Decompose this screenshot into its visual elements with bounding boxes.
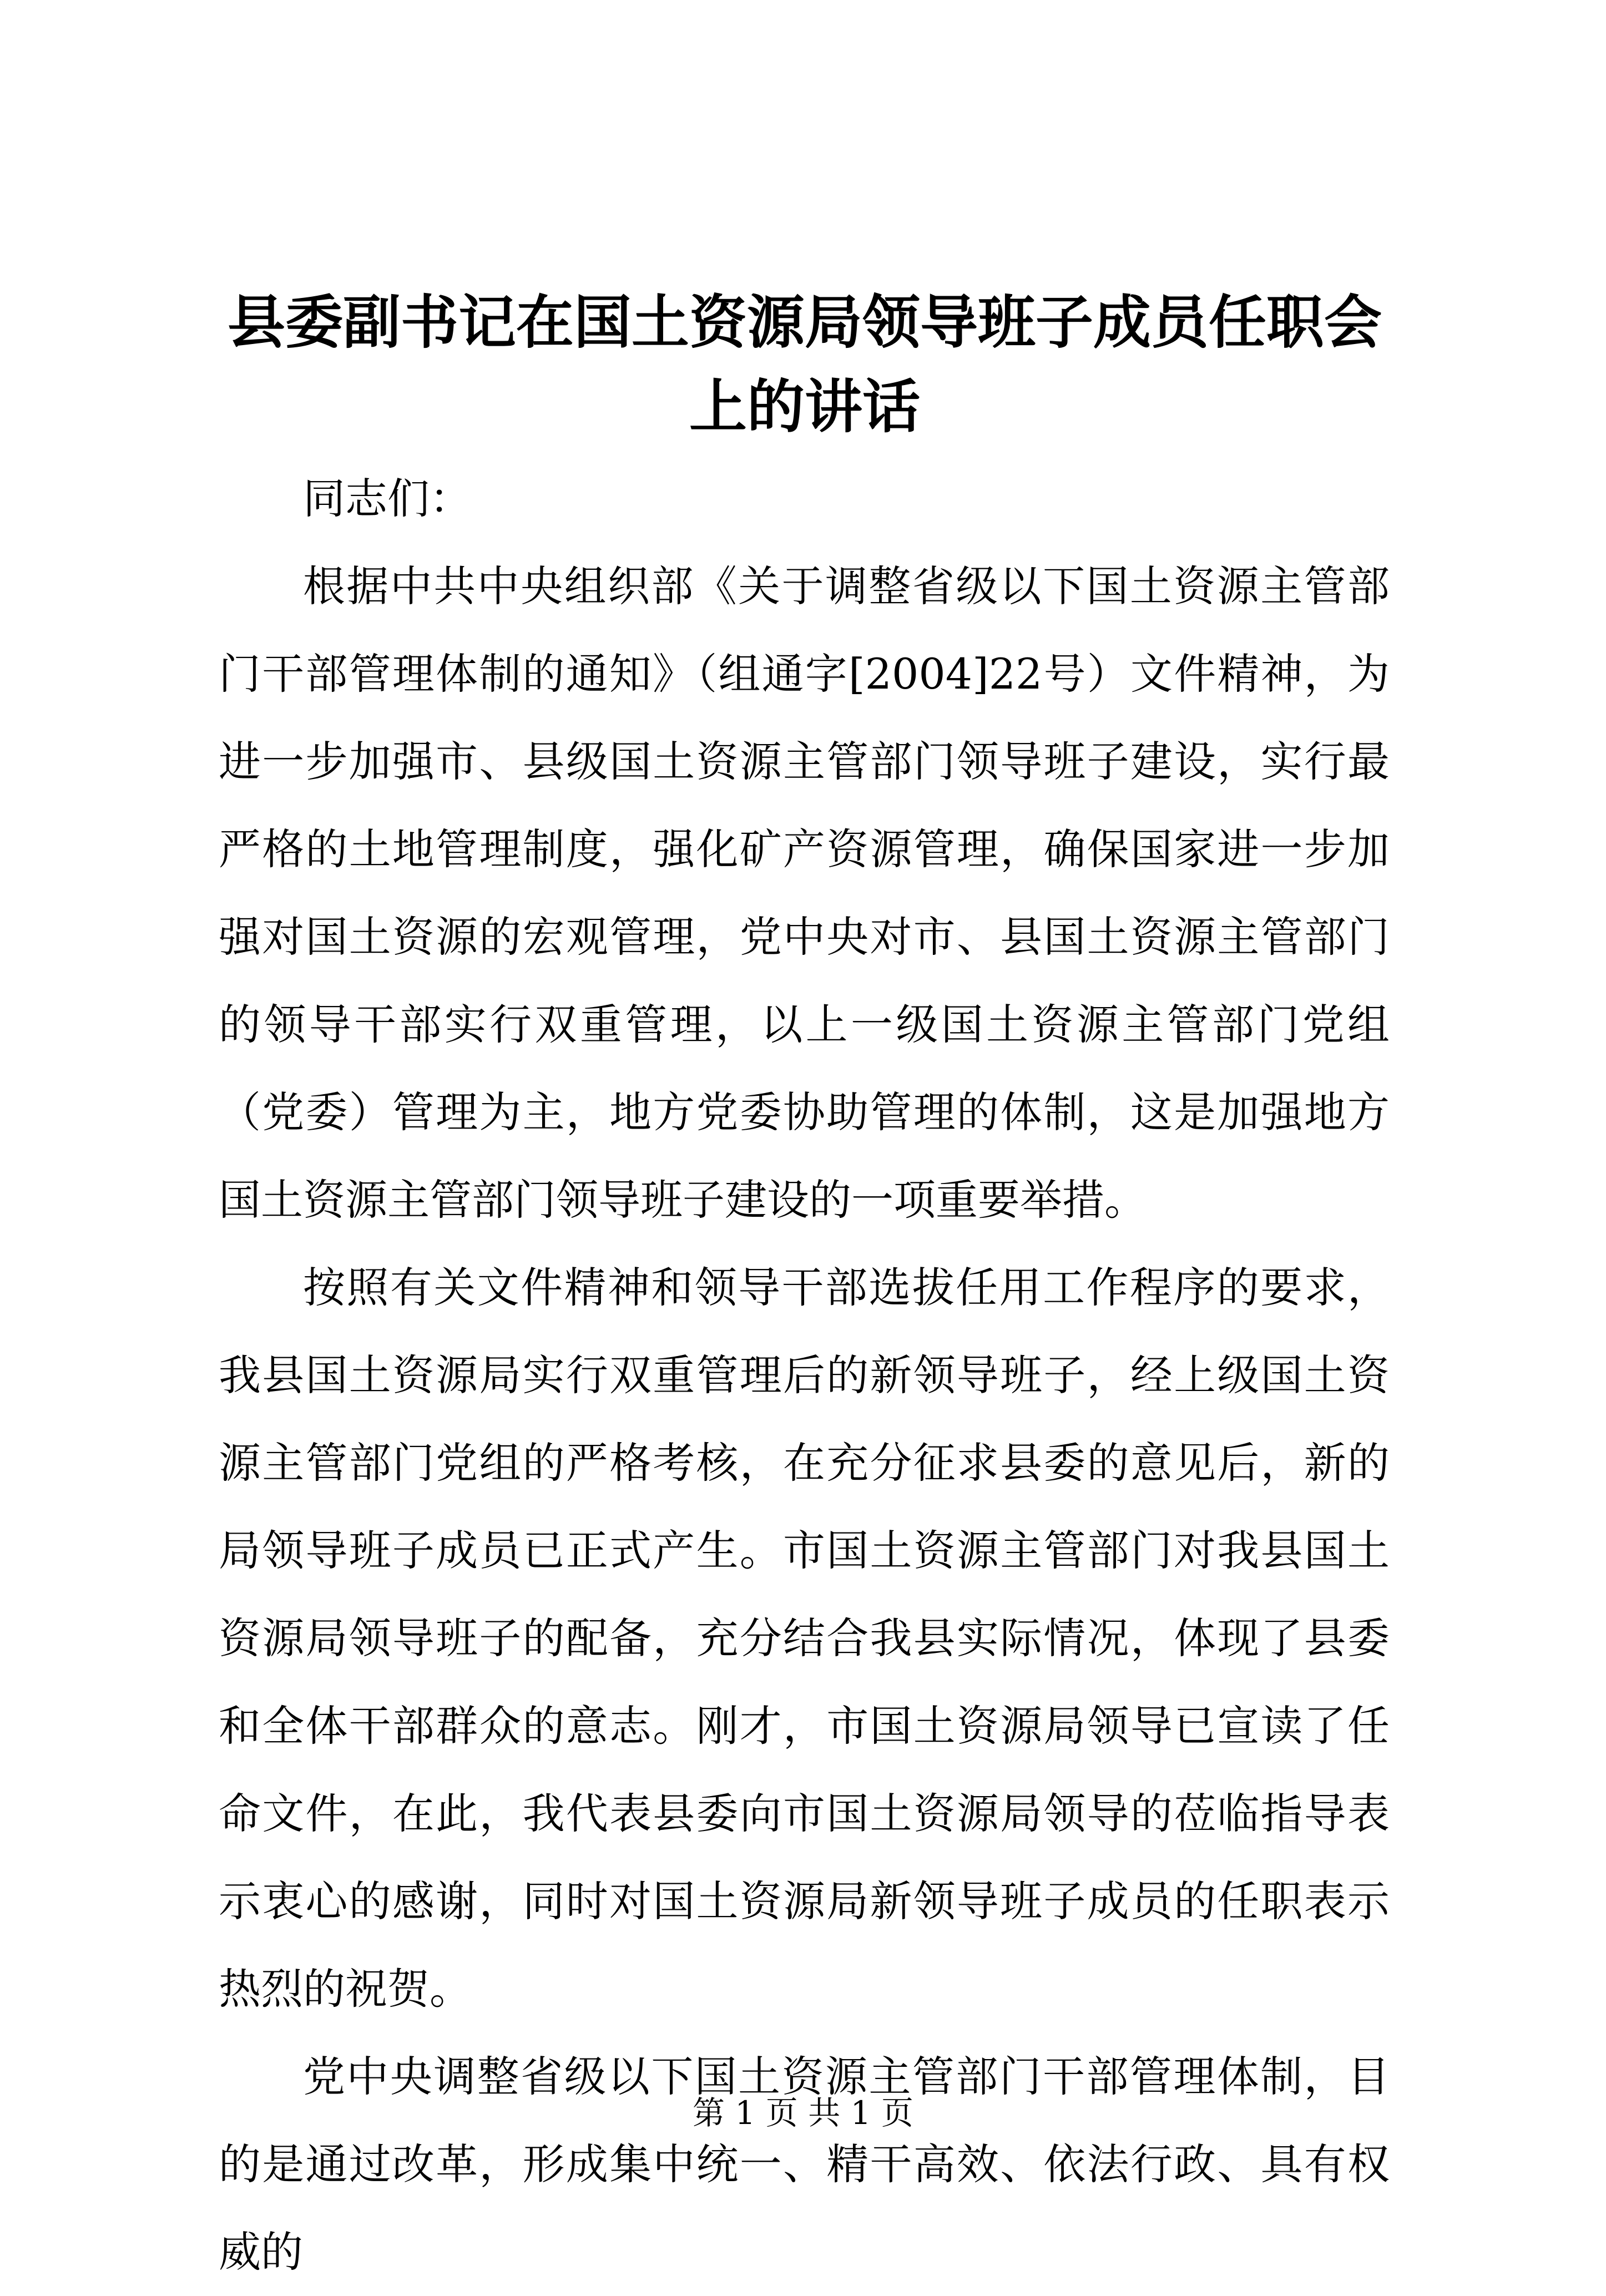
document-title: 县委副书记在国土资源局领导班子成员任职会上的讲话 (227, 288, 1382, 441)
paragraph-3: 党中央调整省级以下国土资源主管部门干部管理体制，目的是通过改革，形成集中统一、精干高效、依法行政、具有权威的 (219, 2052, 1390, 2277)
salutation: 同志们： (303, 474, 472, 523)
page-footer: 第 1 页 共 1 页 (693, 2094, 913, 2132)
document-body (219, 455, 1390, 2296)
paragraph-1: 根据中共中央组织部《关于调整省级以下国土资源主管部门干部管理体制的通知》（组通字[2004]22号）文件精神，为进一步加强市、县级国土资源主管部门领导班子建设，实行最严格的土地管理制度，强化矿产资源管理，确保国家进一步加强对国土资源的宏观管理，党中央对市、县国土资源主管部门的领导干部实行双重管理，以上一级国土资源主管部门党组（党委）管理为主，地方党委协助管理的体制，这是加强地方国土资源主管部门领导班子建设的一项重要举措。 (219, 562, 1390, 1225)
paragraph-2: 按照有关文件精神和领导干部选拔任用工作程序的要求，我县国土资源局实行双重管理后的新领导班子，经上级国土资源主管部门党组的严格考核，在充分征求县委的意见后，新的局领导班子成员已正式产生。市国土资源主管部门对我县国土资源局领导班子的配备，充分结合我县实际情况，体现了县委和全体干部群众的意志。刚才，市国土资源局领导已宣读了任命文件，在此，我代表县委向市国土资源局领导的莅临指导表示衷心的感谢，同时对国土资源局新领导班子成员的任职表示热烈的祝贺。 (219, 1263, 1390, 2014)
